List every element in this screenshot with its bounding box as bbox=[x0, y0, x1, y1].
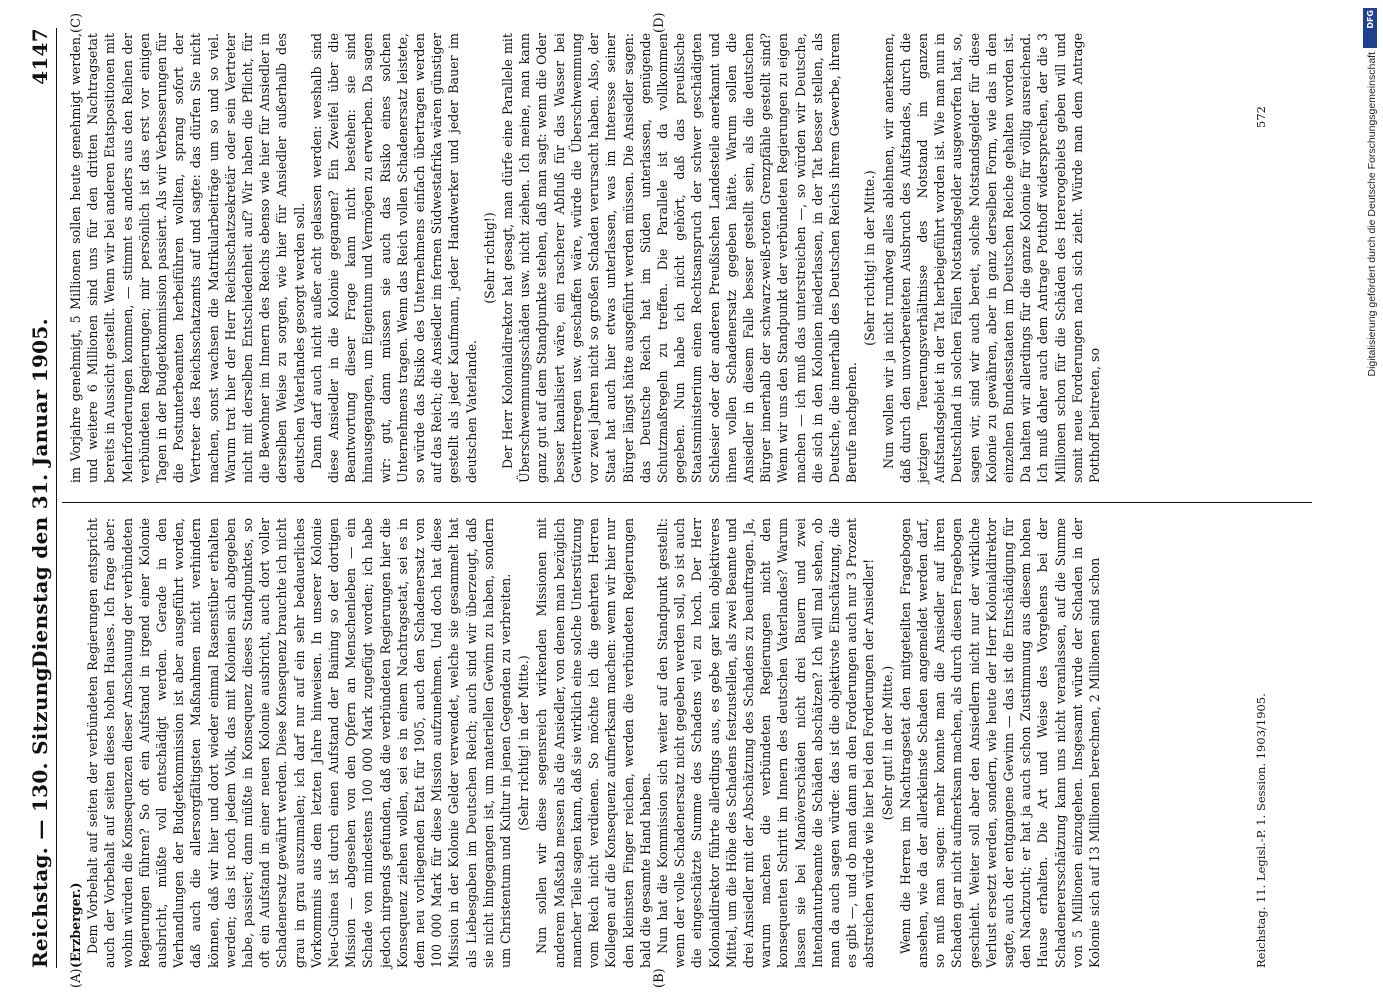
speaker-name: (Erzberger.) bbox=[68, 882, 83, 968]
margin-marker-c: (C) bbox=[69, 12, 84, 33]
footer-session: Reichstag. 11. Legisl.-P. 1. Session. 1903/1905. bbox=[1254, 693, 1268, 968]
margin-marker-b: (B) bbox=[652, 968, 667, 988]
rotated-page-content bbox=[12, 8, 1382, 988]
page-number: 4147 bbox=[28, 28, 52, 85]
paragraph: Dem Vorbehalt auf seiten der verbündeten Regierungen entspricht auch der Vorbehalt auf seiten dieses hohen Hauses. Ich frage aber: wohin würden die Konsequenzen dieser Anschauung der verbündeten Regierungen führen? So oft ein Aufstand in irgend einer Kolonie ausbricht, müßte voll entschädigt werden. Gerade in den Verhandlungen der Budgetkommission ist aber ausgeführt worden, daß auch die allersorgfältigsten Maßnahmen nicht verhindern können, daß wir hier und dort wieder einmal Rasenstüber erhalten werden; das ist noch jedem Volk, das mit Kolonien sich abgegeben habe, passiert; dann müßte in Konsequenz dieses Standpunktes, so oft ein Aufstand in einer neuen Kolonie ausbricht, auch dort voller Schadenersatz gewährt werden. Diese Konsequenz brauchte ich nicht grau in grau auszumalen; ich darf nur auf ein sehr bedauerliches Vorkommnis aus dem letzten Jahre hinweisen. In unserer Kolonie Neu-Guinea ist durch einen Aufstand der Baining so der dortigen Mission — abgesehen von den Opfern an Menschenleben — ein Schade von mindestens 100 000 Mark zugefügt worden; ich habe jedoch nirgends gefunden, daß die verbündeten Regierungen hier die Konsequenz ziehen wollen, sei es in einem Nachtragsetat, sei es in dem neu vorliegenden Etat für 1905, auch den Schadenersatz von 100 000 Mark für diese Mission aufzunehmen. Und doch hat diese Mission in der Kolonie Gelder verwendet, welche sie gesammelt hat als Liebesgaben im Deutschen Reich; auch sind wir überzeugt, daß sie nicht hingegangen ist, um materiellen Gewinn zu haben, sondern um Christentum und Kultur in jenen Gegenden zu verbreiten. bbox=[85, 518, 514, 968]
paragraph: Der Herr Kolonialdirektor hat gesagt, man dürfe eine Parallele mit Überschwemmungsschäden usw. nicht ziehen. Ich meine, man kann ganz gut auf dem Standpunkte stehen, daß man sagt: wenn die Oder besser kanalisiert wäre, ein rascherer Abfluß für das Wasser bei Gewitterregen usw. geschaffen wäre, würde die Überschwemmung vor zwei Jahren nicht so großen Schaden verursacht haben. Also, der Staat hat auch hier etwas unterlassen, was im Interesse seiner Bürger längst hätte ausgeführt werden müssen. Die Ansiedler sagen: das Deutsche Reich hat im Süden unterlassen, genügende Schutzmaßregeln zu treffen. Die Parallele ist da vollkommen gegeben. Nun habe ich nicht gehört, daß das preußische Staatsministerium einen Rechtsanspruch der schwer geschädigten Schlesier oder der anderen Preußischen Landesteile anerkannt und ihnen vollen Schadenersatz gegeben hätte. Warum sollen die Ansiedler in diesem Falle besser gestellt sein, als die deutschen Bürger innerhalb der schwarz-weiß-roten Grenzpfähle gestellt sind? Wenn wir uns den Standpunkt der verbündeten Regierungen zu eigen machen — ich muß das unterstreichen —, so würden wir Deutsche, die sich in den Kolonien niederlassen, in der Tat besser stellen, als Deutsche, die innerhalb des Deutschen Reichs ihrem Gewerbe, ihrem Berufe nachgehen. bbox=[500, 33, 860, 483]
applause-note: (Sehr richtig! in der Mitte.) bbox=[862, 170, 878, 346]
paragraph: Nun wollen wir ja nicht rundweg alles ablehnen, wir anerkennen, daß durch den unvorbereiteten Ausbruch des Aufstandes, durch die jetzigen Teuerungsverhältnisse des Notstand im ganzen Aufstandsgebiet in der Tat herbeigeführt worden ist. Wie man nun in Deutschland in solchen Fällen Notstandsgelder ausgeworfen hat, so, sagen wir, sind wir auch bereit, solche Notstandsgelder für diese Kolonie zu gewähren, aber in ganz derselben Form, wie das in den einzelnen Bundesstaaten im Deutschen Reiche gehalten worden ist. Da halten wir allerdings für die ganze Kolonie für völlig ausreichend. Ich muß daher auch dem Antrage Potthoff widersprechen, der die 3 Millionen schon für die Schäden des Hererogebiets geben will und somit neue Forderungen nach sich zieht. Würde man dem Antrage Potthoff beitreten, so bbox=[880, 33, 1102, 483]
paragraph: Nun hat die Kommission sich weiter auf den Standpunkt gestellt: wenn der volle Schadenersatz nicht gegeben werden soll, so ist auch die eingeschätzte Summe des Schadens viel zu hoch. Der Herr Kolonialdirektor führte allerdings aus, es gebe gar kein objektiveres Mittel, um die Höhe des Schadens festzustellen, als zwei Beamte und drei Ansiedler mit der Abschätzung des Schadens zu beauftragen. Ja, warum machen die verbündeten Regierungen nicht den konsequenten Schritt im Innern des deutschen Vaterlandes? Warum lassen sie bei Manöverschäden nicht drei Bauern und zwei Intendanturbeamte die Schäden abschätzen? Ich will mal sehen, ob man da auch sagen würde: das ist die objektivste Einschätzung, die es gibt —, und ob man dann an den Forderungen auch nur 3 Prozent abstreichen würde wie hier bei den Forderungen der Ansiedler! bbox=[654, 518, 877, 968]
right-column bbox=[67, 33, 1103, 483]
header-left: Reichstag. — 130. Sitzung. bbox=[28, 659, 52, 968]
page-header bbox=[22, 28, 57, 968]
applause-note: (Sehr richtig!) bbox=[481, 212, 497, 304]
paragraph: im Vorjahre genehmigt, 5 Millionen sollen heute genehmigt werden, und weitere 6 Millionen sind uns für den dritten Nachtragsetat bereits in Aussicht gestellt. Wenn wir bei anderen Etatspositionen mit Mehrforderungen kommen, — stimmt es anders aus den Reihen der verbündeten Regierungen; mir persönlich ist das erst vor einigen Tagen in der Budgetkommission passiert. Als wir Verbesserungen für die Postunterbeamten herbeiführen wollten, sprang sofort der Vertreter des Reichsschatzamts auf und sagte: das dürfen Sie nicht machen, sonst wachsen die Matrikularbeiträge um so und so viel. Warum trat hier der Herr Reichsschatzsekretär oder sein Vertreter nicht mit derselben Entschiedenheit auf? Wir haben die Pflicht, für die Bewohner im Innern des Reichs ebenso wie hier für Ansiedler in derselben Weise zu sorgen, wie hier für Ansiedler außerhalb des deutschen Vaterlandes gesorgt werden soll. bbox=[68, 33, 307, 483]
dfg-logo: DFG bbox=[1363, 8, 1377, 48]
applause-note: (Sehr richtig! in der Mitte.) bbox=[516, 655, 532, 831]
paragraph: Dann darf auch nicht außer acht gelassen werden: weshalb sind diese Ansiedler in die Kolonie gegangen? Ein Zweifel über die Beantwortung dieser Frage kann nicht bestehen: sie sind hinausgegangen, um Eigentum und Vermögen zu erwerben. Da sagen wir: gut, dann müssen sie auch das Risiko eines solchen Unternehmens tragen. Wenn das Reich vollen Schadenersatz leistete, so würde das Risiko des Unternehmens einfach übertragen werden auf das Reich; die Ansiedler im fernen Südwestafrika wären günstiger gestellt als jeder Kaufmann, jeder Handwerker und jeder Bauer im deutschen Vaterlande. bbox=[308, 33, 479, 483]
paragraph: Wenn die Herren im Nachtragsetat den mitgeteilten Fragebogen ansehen, wie da der allerkleinste Schaden angemeldet werden darf, so muß man sagen: mehr konnte man die Ansiedler auf ihren Schaden gar nicht aufmerksam machen, als durch diesen Fragebogen geschieht. Weiter soll aber den Ansiedlern nicht nur der wirkliche Verlust ersetzt werden, sondern, wie heute der Herr Kolonialdirektor sagte, auch der entgangene Gewinn — das ist die Entschädigung für den Nachzucht; er hat ja auch schon Zustimmung aus diesem hohen Hause erhalten. Die Art und Weise des Vorgehens bei der Schadenerersschätzung kann uns nicht veranlassen, auf die Summe von 5 Millionen einzugehen. Insgesamt würde der Schaden in der Kolonie sich auf 13 Millionen berechnen, 2 Millionen sind schon bbox=[897, 518, 1102, 968]
column-divider bbox=[62, 502, 1312, 503]
applause-note: (Sehr gut! in der Mitte.) bbox=[879, 665, 895, 821]
footer-sheet-number: 572 bbox=[1254, 106, 1268, 128]
margin-marker-a: (A) bbox=[69, 968, 84, 988]
paragraph: Nun sollen wir diese segensreich wirkenden Missionen mit anderem Maßstab messen als die Ansiedler, von denen man bezüglich mancher Teile sagen kann, daß sie wirklich eine solche Unterstützung vom Reich nicht verdienen. So möchte ich die geehrten Herren Kollegen auf die Konsequenz aufmerksam machen: wenn wir hier nur den kleinsten Finger reichen, werden die verbündeten Regierungen bald die gesamte Hand haben. bbox=[534, 518, 653, 968]
left-column bbox=[67, 518, 1103, 968]
margin-marker-d: (D) bbox=[652, 12, 667, 33]
digitization-credit: Digitalisierung gefördert durch die Deutsche Forschungsgemeinschaft bbox=[1366, 52, 1378, 377]
header-date: Dienstag den 31. Januar 1905. bbox=[28, 318, 52, 668]
